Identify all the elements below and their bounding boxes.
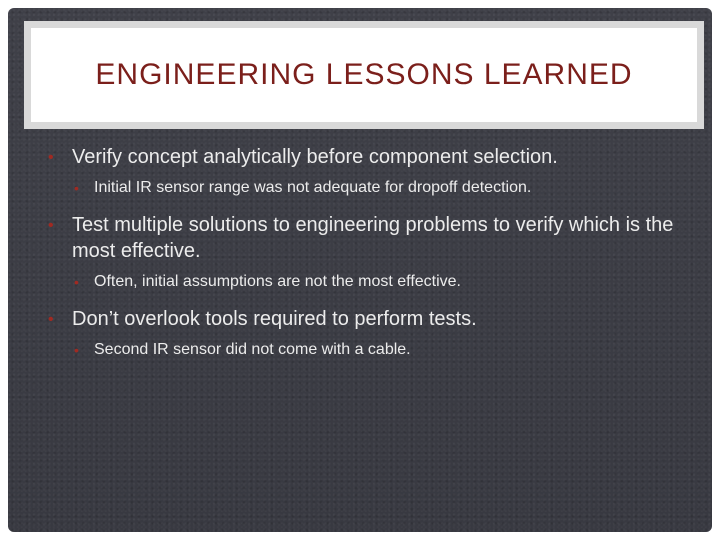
bullet-item — [48, 212, 678, 264]
sub-bullet-item — [74, 178, 678, 198]
bullet-item — [48, 144, 678, 170]
sub-bullet-text: Initial IR sensor range was not adequate for dropoff detection. — [94, 179, 532, 196]
sub-bullet-text: Second IR sensor did not come with a cable. — [94, 341, 411, 358]
bullet-text: Don’t overlook tools required to perform tests. — [72, 308, 477, 330]
sub-bullet-icon: • — [74, 274, 79, 290]
bullet-text: Test multiple solutions to engineering problems to verify which is the most effective. — [72, 214, 674, 262]
bullet-icon: • — [48, 217, 54, 234]
title-frame — [24, 21, 704, 129]
slide-title: ENGINEERING LESSONS LEARNED — [95, 58, 633, 91]
sub-bullet-text: Often, initial assumptions are not the most effective. — [94, 273, 461, 290]
slide — [8, 8, 712, 532]
sub-bullet-icon: • — [74, 342, 79, 358]
sub-bullet-icon: • — [74, 180, 79, 196]
sub-bullet-item — [74, 340, 678, 360]
bullet-text: Verify concept analytically before component selection. — [72, 146, 558, 168]
title-box — [31, 28, 697, 122]
bullet-icon: • — [48, 149, 54, 166]
content-area — [48, 144, 678, 374]
bullet-item — [48, 306, 678, 332]
bullet-icon: • — [48, 311, 54, 328]
sub-bullet-item — [74, 272, 678, 292]
